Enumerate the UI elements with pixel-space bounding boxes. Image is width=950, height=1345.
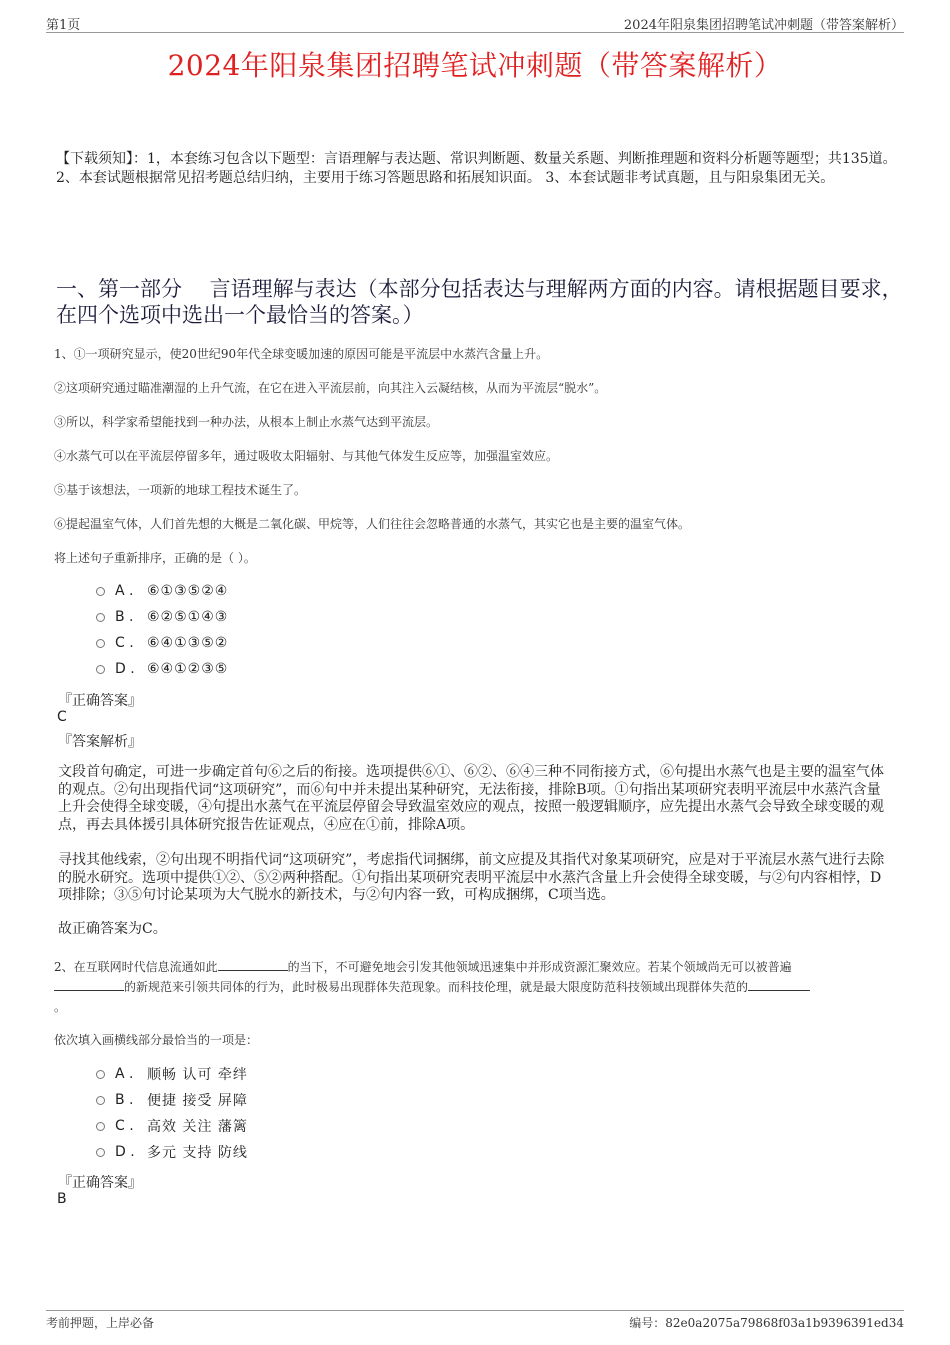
footer-slogan: 考前押题，上岸必备: [46, 1316, 155, 1330]
option-letter: A .: [115, 1066, 134, 1082]
q2-option-d[interactable]: [96, 1139, 248, 1165]
q1-sentence-4: ④水蒸气可以在平流层停留多年，通过吸收太阳辐射、与其他气体发生反应等，加强温室效应。: [54, 449, 559, 463]
q1-sentence-5: ⑤基于该想法，一项新的地球工程技术诞生了。: [54, 483, 307, 497]
header-divider: [46, 32, 904, 33]
radio-icon[interactable]: [96, 613, 105, 622]
radio-icon[interactable]: [96, 639, 105, 648]
option-text: 多元 支持 防线: [147, 1145, 248, 1161]
q2-answer-label: 『正确答案』: [58, 1175, 142, 1191]
option-letter: C .: [115, 1118, 134, 1134]
footer-divider: [46, 1310, 904, 1311]
q1-analysis-conclusion: 故正确答案为C。: [58, 921, 167, 937]
option-letter: D .: [115, 661, 135, 677]
q1-answer-label: 『正确答案』: [58, 693, 142, 709]
q1-analysis-paragraph-2: 寻找其他线索，②句出现不明指代词“这项研究”，考虑指代词捆绑，前文应提及其指代对象某项研究，应是对于平流层水蒸气进行去除的脱水研究。选项中提供①②、⑤②两种搭配。①句指出某项研究表明平流层中水蒸汽含量上升会使得全球变暖，与②句内容相悖，D项排除；③⑤句讨论某项为大气脱水的新技术，与②句内容一致，可构成捆绑，C项当选。: [58, 852, 885, 903]
radio-icon[interactable]: [96, 1148, 105, 1157]
document-title: 2024年阳泉集团招聘笔试冲刺题（带答案解析）: [167, 49, 783, 82]
q1-options: [96, 578, 228, 682]
radio-icon[interactable]: [96, 1096, 105, 1105]
q2-options: [96, 1061, 248, 1165]
option-letter: B .: [115, 1092, 134, 1108]
radio-icon[interactable]: [96, 665, 105, 674]
fill-blank-3: [748, 978, 810, 991]
option-letter: D .: [115, 1144, 135, 1160]
q1-option-a[interactable]: [96, 578, 228, 604]
q2-stem-part-3: 的新规范来引领共同体的行为，此时极易出现群体失范现象。而科技伦理，就是最大限度防范科技领域出现群体失范的: [124, 980, 749, 994]
q2-answer-value: B: [57, 1191, 67, 1207]
q1-prompt: 将上述句子重新排序，正确的是（ ）。: [54, 551, 256, 565]
q1-option-b[interactable]: [96, 604, 228, 630]
header-doc-title: 2024年阳泉集团招聘笔试冲刺题（带答案解析）: [623, 18, 904, 33]
q1-sentence-1: 1、①一项研究显示，使20世纪90年代全球变暖加速的原因可能是平流层中水蒸汽含量上升。: [54, 347, 549, 361]
option-text: 便捷 接受 屏障: [147, 1093, 248, 1109]
option-text: ⑥②⑤①④③: [147, 609, 229, 625]
section-heading: 一、第一部分 言语理解与表达（本部分包括表达与理解两方面的内容。请根据题目要求，在四个选项中选出一个最恰当的答案。）: [56, 277, 903, 327]
fill-blank-2: [54, 978, 124, 991]
q1-analysis-label: 『答案解析』: [58, 734, 142, 750]
q1-sentence-3: ③所以，科学家希望能找到一种办法，从根本上制止水蒸气达到平流层。: [54, 415, 439, 429]
footer-doc-id: 编号：82e0a2075a79868f03a1b9396391ed34: [629, 1316, 904, 1330]
q1-analysis-paragraph-1: 文段首句确定，可进一步确定首句⑥之后的衔接。选项提供⑥①、⑥②、⑥④三种不同衔接方式，⑥句提出水蒸气也是主要的温室气体的观点。②句出现指代词“这项研究”，而⑥句中并未提出某种研究，无法衔接，排除B项。①句指出某项研究表明平流层中水蒸汽含量上升会使得全球变暖，④句提出水蒸气在平流层停留会导致温室效应的观点，按照一般逻辑顺序，应先提出水蒸气会导致全球变暖的观点，再去具体援引具体研究报告佐证观点，④应在①前，排除A项。: [58, 764, 884, 833]
q1-sentence-2: ②这项研究通过瞄准潮湿的上升气流，在它在进入平流层前，向其注入云凝结核，从而为平流层“脱水”。: [54, 381, 607, 395]
option-text: 顺畅 认可 牵绊: [147, 1067, 248, 1083]
option-text: ⑥①③⑤②④: [147, 583, 229, 599]
q2-stem: [54, 957, 894, 1017]
option-text: ⑥④①③⑤②: [147, 635, 229, 651]
q2-stem-part-1: 2、在互联网时代信息流通如此: [54, 960, 218, 974]
q2-option-b[interactable]: [96, 1087, 248, 1113]
q1-option-d[interactable]: [96, 656, 228, 682]
option-letter: B .: [115, 609, 134, 625]
q2-prompt: 依次填入画横线部分最恰当的一项是：: [54, 1033, 259, 1047]
radio-icon[interactable]: [96, 1122, 105, 1131]
option-text: ⑥④①②③⑤: [147, 661, 229, 677]
q2-stem-part-2: 的当下，不可避免地会引发其他领域迅速集中并形成资源汇聚效应。若某个领域尚无可以被普遍: [287, 960, 792, 974]
option-letter: C .: [115, 635, 134, 651]
fill-blank-1: [218, 958, 288, 971]
q2-option-c[interactable]: [96, 1113, 248, 1139]
q2-option-a[interactable]: [96, 1061, 248, 1087]
q2-stem-end: 。: [54, 1000, 67, 1014]
option-text: 高效 关注 藩篱: [147, 1119, 248, 1135]
q1-option-c[interactable]: [96, 630, 228, 656]
option-letter: A .: [115, 583, 134, 599]
q1-sentence-6: ⑥提起温室气体，人们首先想的大概是二氧化碳、甲烷等，人们往往会忽略普通的水蒸气，其实它也是主要的温室气体。: [54, 517, 691, 531]
page-number: 第1页: [46, 18, 81, 33]
download-notice: 【下载须知】：1，本套练习包含以下题型：言语理解与表达题、常识判断题、数量关系题、判断推理题和资料分析题等题型；共135道。 2、本套试题根据常见招考题总结归纳，主要用于练习答题思路和拓展知识面。 3、本套试题非考试真题，且与阳泉集团无关。: [56, 151, 897, 186]
radio-icon[interactable]: [96, 587, 105, 596]
radio-icon[interactable]: [96, 1070, 105, 1079]
q1-answer-value: C: [57, 709, 67, 725]
